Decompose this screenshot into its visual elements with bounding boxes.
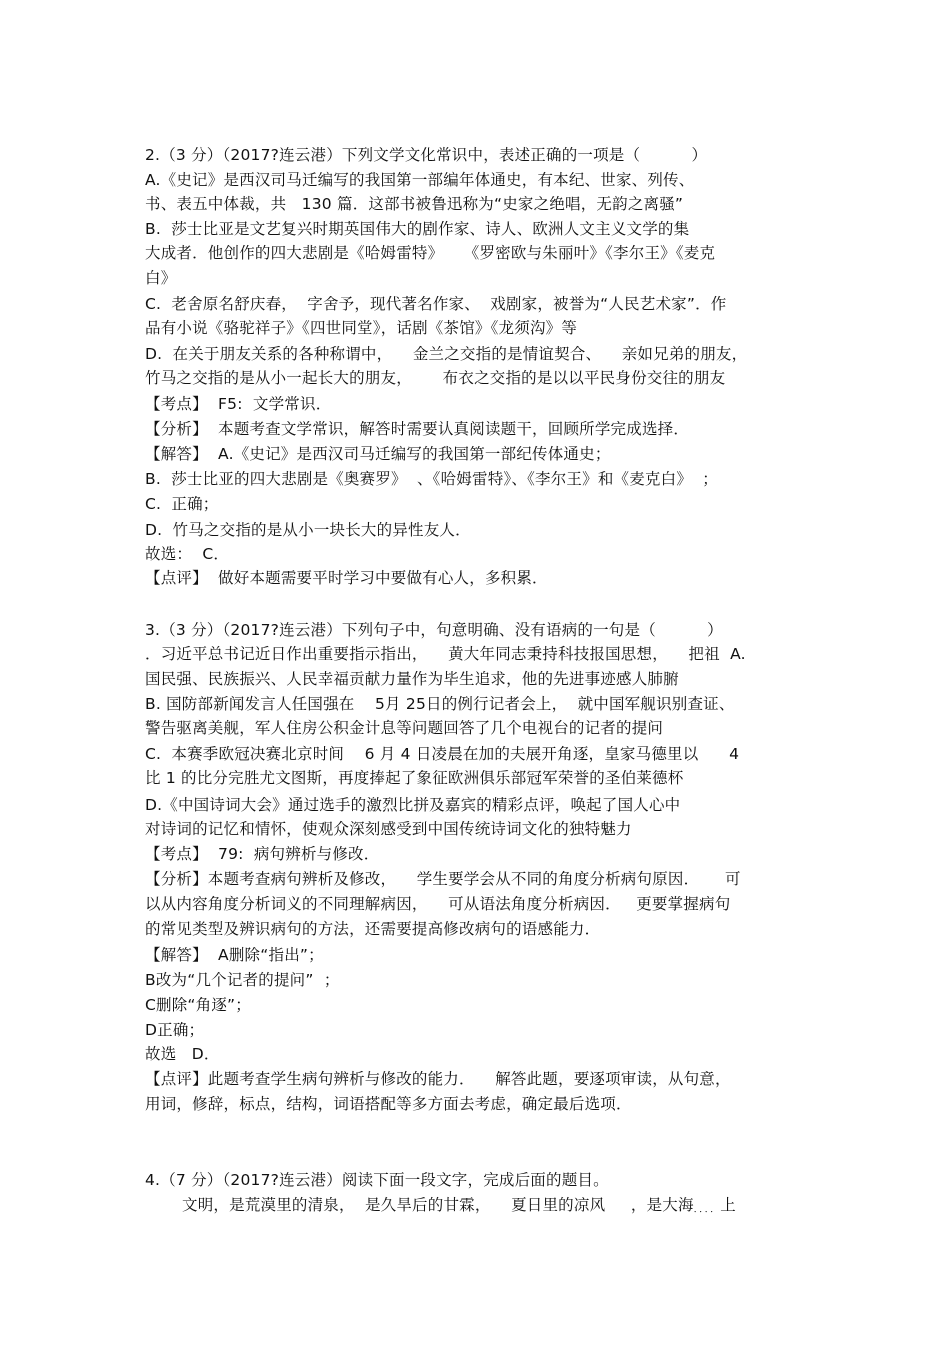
q2-jieda-line2: B. 莎士比亚的四大悲剧是《奥赛罗》 、《哈姆雷特》、《李尔王》和《麦克白》 ； — [145, 470, 718, 488]
q3-fenxi-line2: 以从内容角度分析词义的不同理解病因， 可从语法角度分析病因． 更要掌握病句 — [145, 895, 731, 913]
q2-option-b-line2: 大成者．他创作的四大悲剧是《哈姆雷特》 《罗密欧与朱丽叶》《李尔王》《麦克 — [145, 244, 716, 262]
q2-jieda-line3: C. 正确； — [145, 495, 219, 513]
q2-stem: 2.（3 分）（2017?连云港）下列文学文化常识中，表述正确的一项是（ ） — [145, 146, 708, 164]
q2-jieda-line4: D. 竹马之交指的是从小一块长大的异性友人． — [145, 521, 471, 539]
q2-option-b-line3: 白》 — [145, 269, 177, 287]
q3-kaodian: 【考点】 79: 病句辨析与修改． — [145, 845, 380, 863]
q4-stem: 4.（7 分）（2017?连云港）阅读下面一段文字，完成后面的题目。 — [145, 1171, 609, 1189]
q4-passage-dots: ．．．． — [693, 1205, 721, 1215]
q3-jieda-line1: 【解答】 A删除“指出”； — [145, 946, 324, 964]
q3-option-b-line1: B. 国防部新闻发言人任国强在 5月 25日的例行记者会上， 就中国军舰识别查证、 — [145, 695, 735, 713]
q3-fenxi-line1: 【分析】本题考查病句辨析及修改， 学生要学会从不同的角度分析病句原因． 可 — [145, 870, 741, 888]
q4-passage-line1 — [182, 1195, 736, 1220]
q2-jieda-line1: 【解答】 A.《史记》是西汉司马迁编写的我国第一部纪传体通史； — [145, 445, 611, 463]
q2-option-d-line1: D. 在关于朋友关系的各种称谓中， 金兰之交指的是情谊契合、 亲如兄弟的朋友， — [145, 345, 748, 363]
q3-stem: 3.（3 分）（2017?连云港）下列句子中，句意明确、没有语病的一句是（ ） — [145, 621, 723, 639]
q2-guxuan: 故选： C． — [145, 545, 230, 563]
q2-kaodian: 【考点】 F5: 文学常识． — [145, 395, 332, 413]
q2-option-a-line2: 书、表五中体裁，共 130 篇．这部书被鲁迅称为“史家之绝唱，无韵之离骚” — [145, 195, 684, 213]
q2-option-b-line1: B. 莎士比亚是文艺复兴时期英国伟大的剧作家、诗人、欧洲人文主义文学的集 — [145, 220, 690, 238]
q3-jieda-line3: C删除“角逐”； — [145, 996, 251, 1014]
q2-option-c-line1: C. 老舍原名舒庆春， 字舍予，现代著名作家、 戏剧家，被誉为“人民艺术家”．作 — [145, 295, 727, 313]
q2-option-d-line2: 竹马之交指的是从小一起长大的朋友， 布衣之交指的是以以平民身份交往的朋友 — [145, 369, 726, 387]
q4-passage-end: 上 — [720, 1196, 736, 1214]
q3-dianping-line1: 【点评】此题考查学生病句辨析与修改的能力． 解答此题，要逐项审读，从句意， — [145, 1070, 731, 1088]
q2-option-a-line1: A.《史记》是西汉司马迁编写的我国第一部编年体通史，有本纪、世家、列传、 — [145, 171, 695, 189]
q3-option-a-line1: ．习近平总书记近日作出重要指示指出， 黄大年同志秉持科技报国思想， 把祖 A. — [145, 645, 746, 663]
q3-option-d-line1: D.《中国诗词大会》通过选手的激烈比拼及嘉宾的精彩点评，唤起了国人心中 — [145, 796, 681, 814]
q3-option-c-line2: 比 1 的比分完胜尤文图斯，再度捧起了象征欧洲俱乐部冠军荣誉的圣伯莱德杯 — [145, 769, 684, 787]
q3-dianping-line2: 用词，修辞，标点，结构，词语搭配等多方面去考虑，确定最后选项． — [145, 1095, 632, 1113]
q2-dianping: 【点评】 做好本题需要平时学习中要做有心人，多积累． — [145, 569, 548, 587]
q3-guxuan: 故选 D． — [145, 1045, 220, 1063]
q4-passage-text: 文明，是荒漠里的清泉， 是久旱后的甘霖， 夏日里的凉风 ，是大海 — [182, 1196, 694, 1214]
q3-option-b-line2: 警告驱离美舰，军人住房公积金计息等问题回答了几个电视台的记者的提问 — [145, 719, 664, 737]
q3-fenxi-line3: 的常见类型及辨识病句的方法，还需要提高修改病句的语感能力． — [145, 920, 601, 938]
q3-jieda-line2: B改为“几个记者的提问” ； — [145, 971, 340, 989]
q3-jieda-line4: D正确； — [145, 1021, 205, 1039]
q3-option-a-line2: 国民强、民族振兴、人民幸福贡献力量作为毕生追求，他的先进事迹感人肺腑 — [145, 670, 679, 688]
q2-fenxi: 【分析】 本题考查文学常识，解答时需要认真阅读题干，回顾所学完成选择． — [145, 420, 690, 438]
q3-option-d-line2: 对诗词的记忆和情怀，使观众深刻感受到中国传统诗词文化的独特魅力 — [145, 820, 632, 838]
q3-option-c-line1: C. 本赛季欧冠决赛北京时间 6 月 4 日凌晨在加的夫展开角逐，皇家马德里以 4 — [145, 745, 740, 763]
q2-option-c-line2: 品有小说《骆驼祥子》《四世同堂》，话剧《茶馆》《龙须沟》等 — [145, 319, 578, 337]
